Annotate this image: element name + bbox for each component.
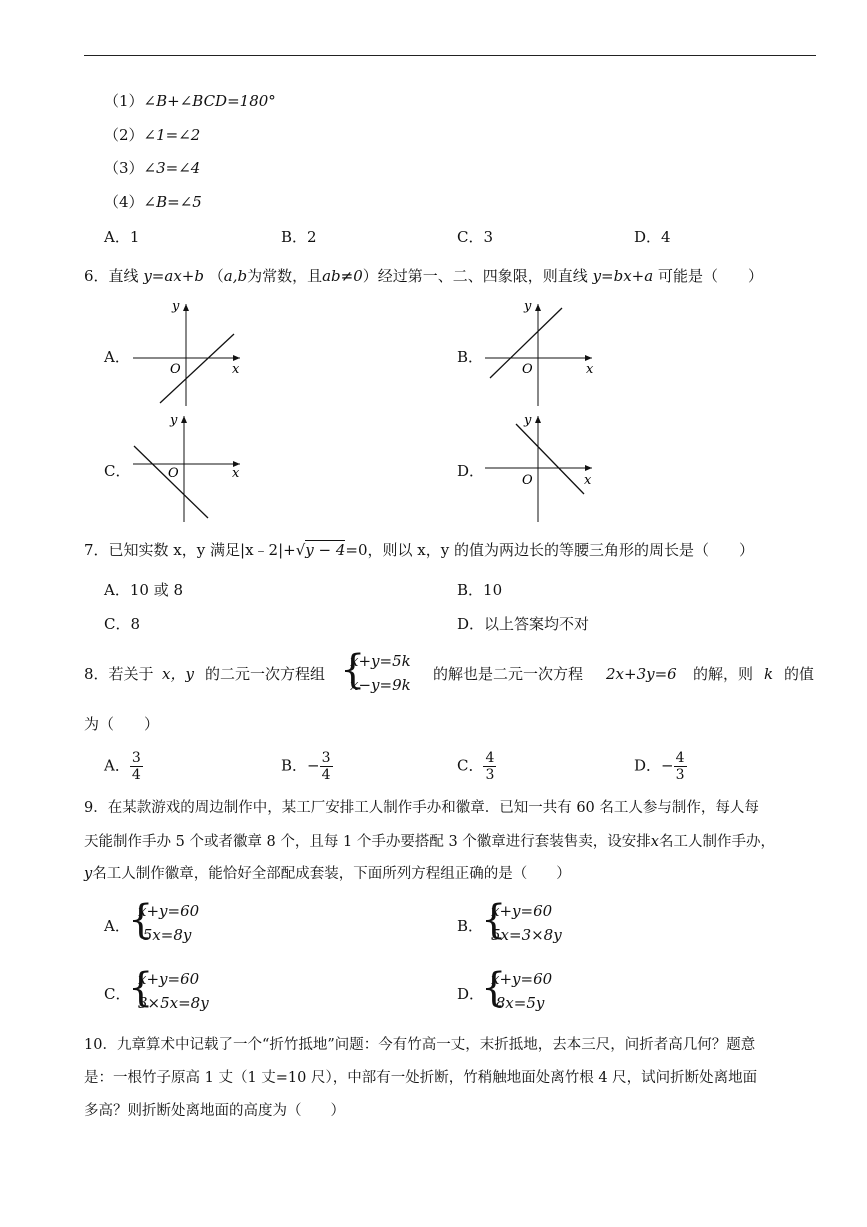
q5-option-c[interactable]: C．3 [457, 228, 494, 246]
header-rule [84, 55, 816, 56]
q9-text: 名工人制作徽章，能恰好全部配成套装，下面所列方程组正确的是（ ） [92, 866, 571, 882]
q8-equation-system [340, 647, 430, 700]
q6-option-c-label[interactable]: C． [104, 462, 131, 480]
q10-line1: 10．九章算术中记载了一个“折竹抵地”问题：今有竹高一丈，末折抵地，去本三尺，问折者高几何？题意 [84, 1037, 756, 1053]
denominator: 4 [131, 767, 141, 783]
q6-stem [84, 266, 763, 286]
system-eq-1: x+y=60 [138, 902, 200, 920]
q8-k: k [764, 665, 774, 683]
system-eq-1: x+y=60 [491, 902, 553, 920]
q8-text-b: 的二元一次方程组 [205, 665, 326, 683]
q5-option-a[interactable]: A．1 [104, 228, 140, 246]
q6-text: （ [208, 267, 224, 285]
q10-line3: 多高？则折断处离地面的高度为（ ） [84, 1103, 345, 1119]
q9-variable: y [84, 866, 93, 882]
q9-text: 名工人制作手办， [658, 834, 775, 850]
sqrt-argument: y − 4 [305, 541, 346, 559]
option-label: A． [104, 756, 130, 775]
option-label: D． [634, 756, 662, 775]
q5-item-number: （1） [104, 92, 144, 110]
numerator: 3 [131, 750, 141, 766]
system-eq-1: x+y=60 [491, 970, 553, 988]
q5-item-4 [104, 192, 202, 212]
q5-expression: ∠B+∠BCD=180° [143, 92, 276, 110]
y-axis-label: y [170, 413, 178, 428]
option-label: B． [281, 756, 308, 775]
q6-text: 为常数，且 [247, 267, 323, 285]
q8-text-a: 8．若关于 [84, 665, 154, 683]
q6-condition: a,b [223, 267, 248, 285]
q6-equation: y=ax+b [143, 267, 204, 285]
fraction [674, 750, 687, 783]
q5-item-2 [104, 125, 200, 145]
q7-option-d[interactable]: D．以上答案均不对 [457, 615, 590, 633]
q9-line1: 9．在某款游戏的周边制作中，某工厂安排工人制作手办和徽章．已知一共有 60 名工人参与制作，每人每 [84, 800, 759, 816]
q6-graph-d [480, 412, 600, 524]
q5-item-number: （3） [104, 159, 144, 177]
q9-line2 [84, 832, 775, 852]
numerator: 4 [485, 750, 495, 766]
q9-line3 [84, 864, 571, 884]
q10-line2: 是：一根竹子原高 1 丈（1 丈=10 尺），中部有一处折断，竹稍触地面处离竹根 4 尺，试问折断处离地面 [84, 1070, 758, 1086]
sqrt-symbol: √ [295, 541, 306, 559]
q9-option-d-label[interactable]: D． [457, 985, 485, 1003]
q7-option-c[interactable]: C．8 [104, 615, 141, 633]
q9-option-b-label[interactable]: B． [457, 917, 484, 935]
q5-option-b[interactable]: B．2 [281, 228, 317, 246]
system-eq-2: 8x=5y [491, 994, 545, 1012]
q8-equation: 2x+3y=6 [606, 665, 677, 683]
q9-variable: x [650, 834, 659, 850]
q9-option-a-label[interactable]: A． [104, 917, 130, 935]
system-eq-2: 5x=3×8y [491, 926, 562, 944]
q7-text: 7．已知实数 x，y 满足|x﹣2|+ [84, 541, 296, 559]
q9-option-c-label[interactable]: C． [104, 985, 131, 1003]
brace-symbol: { [481, 897, 507, 943]
y-axis-label: y [524, 299, 532, 314]
x-axis-label: x [586, 362, 594, 377]
q7-option-a[interactable]: A．10 或 8 [104, 581, 183, 599]
q8-option-d[interactable] [634, 750, 687, 783]
q8-option-b[interactable] [281, 750, 333, 783]
y-axis-label: y [172, 299, 180, 314]
q5-item-3 [104, 158, 200, 178]
numerator: 3 [321, 750, 331, 766]
denominator: 4 [321, 767, 331, 783]
system-eq-2: 5x=8y [138, 926, 192, 944]
q6-graph-b [480, 298, 600, 408]
q6-text: 可能是（ ） [657, 267, 763, 285]
q6-condition: ab≠0 [322, 267, 363, 285]
q7-option-b[interactable]: B．10 [457, 581, 503, 599]
q5-item-number: （2） [104, 126, 144, 144]
q8-option-a[interactable] [104, 750, 143, 783]
q5-item-1 [104, 91, 276, 111]
fraction [130, 750, 143, 783]
system-eq-2: x−y=9k [350, 676, 411, 694]
x-axis-label: x [584, 473, 592, 488]
q5-option-d[interactable]: D．4 [634, 228, 671, 246]
origin-label: O [522, 473, 533, 488]
q6-graph-c [128, 412, 248, 524]
q5-expression: ∠1=∠2 [143, 126, 201, 144]
brace-symbol: { [340, 647, 366, 693]
origin-label: O [168, 466, 179, 481]
q6-equation: y=bx+a [592, 267, 654, 285]
q9-text: 天能制作手办 5 个或者徽章 8 个，且每 1 个手办要搭配 3 个徽章进行套装售卖，设安排 [84, 834, 651, 850]
denominator: 3 [485, 767, 495, 783]
origin-label: O [170, 362, 181, 377]
q8-line2: 为（ ） [84, 715, 160, 733]
option-sign: − [661, 756, 674, 775]
system-eq-2: 3×5x=8y [138, 994, 209, 1012]
q5-expression: ∠B=∠5 [143, 193, 202, 211]
brace-symbol: { [128, 897, 154, 943]
q5-item-number: （4） [104, 193, 144, 211]
q5-expression: ∠3=∠4 [143, 159, 201, 177]
system-eq-1: x+y=60 [138, 970, 200, 988]
q6-text: 6．直线 [84, 267, 139, 285]
q9-option-b-system[interactable] [481, 897, 591, 950]
option-label: C． [457, 756, 484, 775]
q8-text-d: 的解，则 [693, 665, 754, 683]
q7-text: =0，则以 x，y 的值为两边长的等腰三角形的周长是（ ） [345, 541, 754, 559]
q6-option-b-label[interactable]: B． [457, 348, 484, 366]
q6-text: ）经过第一、二、四象限，则直线 [362, 267, 588, 285]
system-eq-1: x+y=5k [350, 652, 411, 670]
q9-option-a-system[interactable] [128, 897, 238, 950]
numerator: 4 [675, 750, 685, 766]
brace-symbol: { [481, 965, 507, 1011]
y-axis-label: y [524, 413, 532, 428]
x-axis-label: x [232, 362, 240, 377]
q8-vars: x，y [162, 665, 194, 683]
fraction [320, 750, 333, 783]
brace-symbol: { [128, 965, 154, 1011]
q7-stem [84, 540, 754, 560]
q8-text-e: 的值 [784, 665, 815, 683]
q9-option-d-system[interactable] [481, 965, 591, 1018]
q6-graph-a [128, 298, 248, 408]
origin-label: O [522, 362, 533, 377]
x-axis-label: x [232, 466, 240, 481]
fraction [483, 750, 496, 783]
q9-option-c-system[interactable] [128, 965, 238, 1018]
q6-option-d-label[interactable]: D． [457, 462, 485, 480]
denominator: 3 [675, 767, 685, 783]
q8-text-c: 的解也是二元一次方程 [433, 665, 584, 683]
q6-option-a-label[interactable]: A． [104, 348, 130, 366]
q8-option-c[interactable] [457, 750, 496, 783]
option-sign: − [307, 756, 320, 775]
